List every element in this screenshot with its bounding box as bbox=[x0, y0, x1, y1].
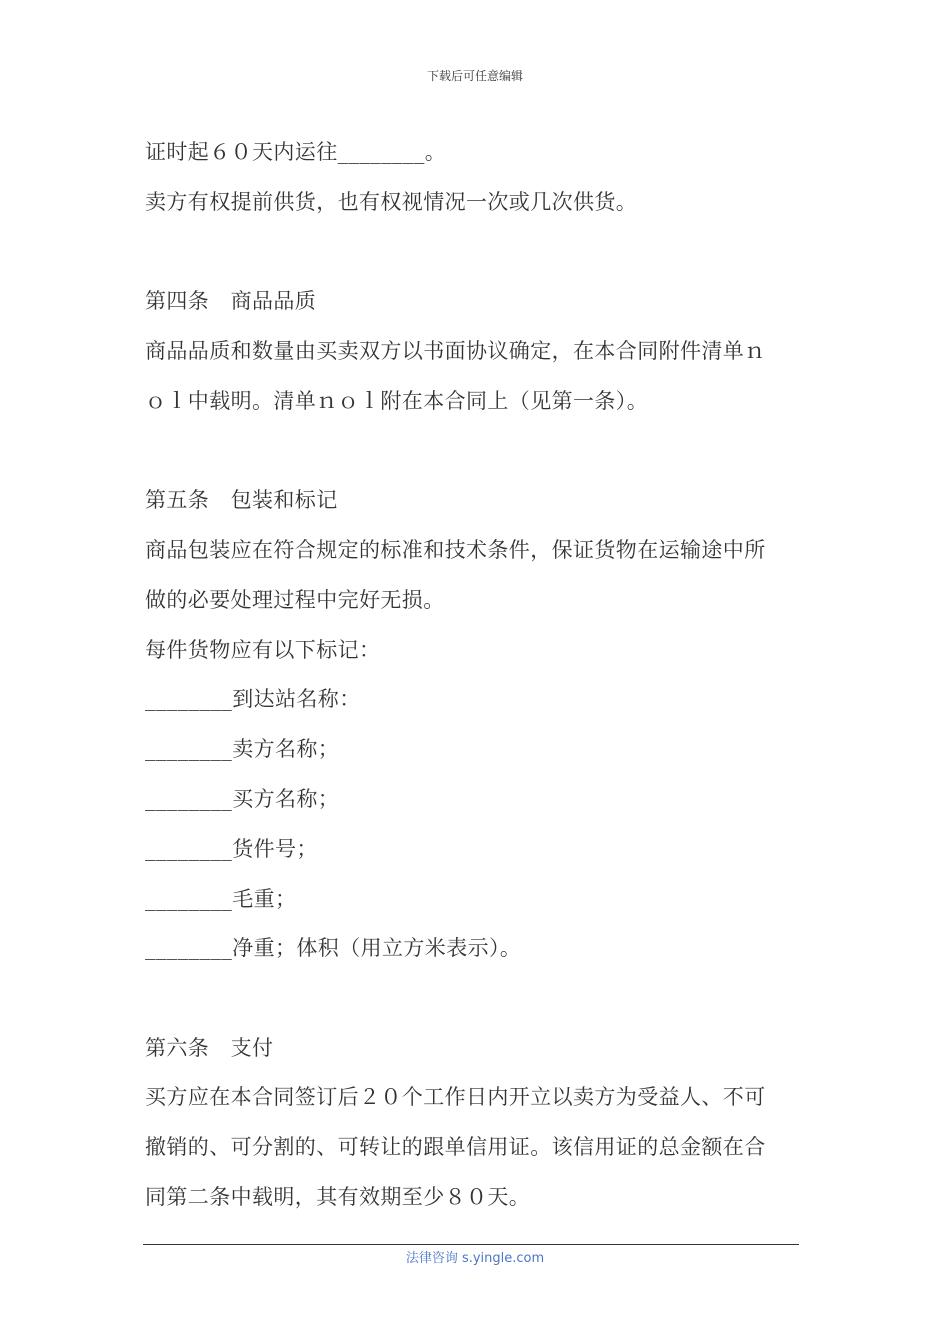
list-item: ________货件号； bbox=[145, 837, 318, 861]
paragraph-line: 买方应在本合同签订后２０个工作日内开立以卖方为受益人、不可 bbox=[145, 1085, 766, 1109]
section-heading-article-6: 第六条 支付 bbox=[145, 1036, 274, 1060]
list-item: ________买方名称； bbox=[145, 787, 340, 811]
paragraph-line: 每件货物应有以下标记： bbox=[145, 638, 381, 662]
list-item: ________毛重； bbox=[145, 887, 297, 911]
section-heading-article-5: 第五条 包装和标记 bbox=[145, 488, 338, 512]
list-item: ________卖方名称； bbox=[145, 737, 340, 761]
paragraph-line: 同第二条中载明，其有效期至少８０天。 bbox=[145, 1185, 531, 1209]
paragraph-line: 做的必要处理过程中完好无损。 bbox=[145, 588, 445, 612]
section-heading-article-4: 第四条 商品品质 bbox=[145, 289, 317, 313]
page-header: 下载后可任意编辑 bbox=[426, 69, 523, 83]
paragraph-line: ｏｌ中载明。清单ｎｏｌ附在本合同上（见第一条）。 bbox=[145, 389, 649, 413]
paragraph-line: 商品包装应在符合规定的标准和技术条件，保证货物在运输途中所 bbox=[145, 538, 766, 562]
footer-divider bbox=[143, 1244, 799, 1245]
paragraph-line: 商品品质和数量由买卖双方以书面协议确定，在本合同附件清单ｎ bbox=[145, 339, 766, 363]
paragraph-line: 证时起６０天内运往________。 bbox=[145, 140, 447, 164]
paragraph-line: 撤销的、可分割的、可转让的跟单信用证。该信用证的总金额在合 bbox=[145, 1135, 766, 1159]
list-item: ________净重；体积（用立方米表示）。 bbox=[145, 936, 522, 960]
paragraph-line: 卖方有权提前供货，也有权视情况一次或几次供货。 bbox=[145, 190, 638, 214]
footer-link[interactable]: 法律咨询 s.yingle.com bbox=[405, 1251, 545, 1266]
list-item: ________到达站名称： bbox=[145, 687, 361, 711]
